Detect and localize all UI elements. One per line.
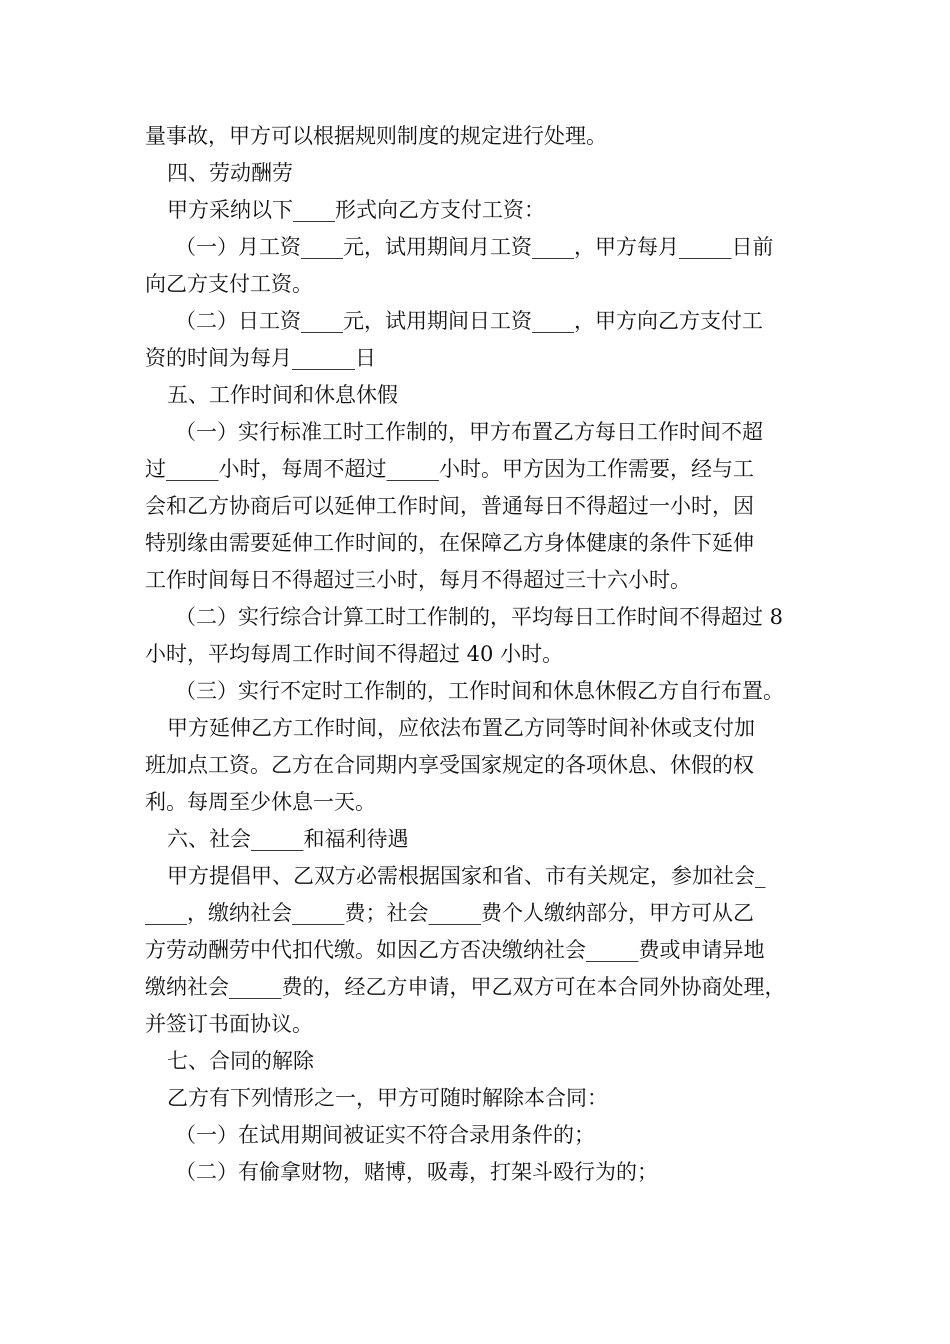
paragraph-line: 甲方提倡甲、乙双方必需根据国家和省、市有关规定，参加社会_	[167, 864, 766, 888]
paragraph-line: 向乙方支付工资。	[145, 272, 313, 296]
paragraph-line: 甲方采纳以下____形式向乙方支付工资：	[167, 198, 545, 222]
section-heading-contract-termination: 七、合同的解除	[167, 1049, 314, 1073]
list-item: （二）有偷拿财物，赌博，吸毒，打架斗殴行为的；	[175, 1160, 658, 1184]
section-heading-labor-pay: 四、劳动酬劳	[167, 161, 293, 185]
section-heading-social-insurance: 六、社会_____和福利待遇	[167, 827, 409, 851]
paragraph-line: 特别缘由需要延伸工作时间的，在保障乙方身体健康的条件下延伸	[145, 531, 754, 555]
list-item: （一）在试用期间被证实不符合录用条件的；	[175, 1123, 595, 1147]
paragraph-line: 资的时间为每月______日	[145, 346, 376, 370]
paragraph-line: （二）日工资____元，试用期间日工资____，甲方向乙方支付工	[175, 309, 763, 333]
paragraph-line: ____，缴纳社会_____费；社会_____费个人缴纳部分，甲方可从乙	[145, 901, 754, 925]
paragraph-line: 班加点工资。乙方在合同期内享受国家规定的各项休息、休假的权	[145, 753, 754, 777]
paragraph-line: 过_____小时，每周不超过_____小时。甲方因为工作需要，经与工	[145, 457, 754, 481]
paragraph-line: 量事故，甲方可以根据规则制度的规定进行处理。	[145, 124, 607, 148]
paragraph-line: 缴纳社会_____费的，经乙方申请，甲乙双方可在本合同外协商处理，	[145, 975, 786, 999]
paragraph-line: 会和乙方协商后可以延伸工作时间，普通每日不得超过一小时，因	[145, 494, 754, 518]
paragraph-line: 方劳动酬劳中代扣代缴。如因乙方否决缴纳社会_____费或申请异地	[145, 938, 765, 962]
paragraph-line: （一）月工资____元，试用期间月工资____，甲方每月_____日前	[175, 235, 774, 259]
paragraph-line: 工作时间每日不得超过三小时，每月不得超过三十六小时。	[145, 568, 691, 592]
section-heading-working-hours: 五、工作时间和休息休假	[167, 383, 398, 407]
paragraph-line: （二）实行综合计算工时工作制的，平均每日工作时间不得超过 8	[175, 605, 784, 629]
paragraph-line: 甲方延伸乙方工作时间，应依法布置乙方同等时间补休或支付加	[167, 716, 755, 740]
document-page	[145, 118, 813, 1191]
paragraph-line: 乙方有下列情形之一，甲方可随时解除本合同：	[167, 1086, 608, 1110]
paragraph-line: 小时，平均每周工作时间不得超过 40 小时。	[145, 642, 564, 666]
paragraph-line: （三）实行不定时工作制的，工作时间和休息休假乙方自行布置。	[175, 679, 784, 703]
paragraph-line: 并签订书面协议。	[145, 1012, 313, 1036]
paragraph-line: （一）实行标准工时工作制的，甲方布置乙方每日工作时间不超	[175, 420, 763, 444]
paragraph-line: 利。每周至少休息一天。	[145, 790, 376, 814]
